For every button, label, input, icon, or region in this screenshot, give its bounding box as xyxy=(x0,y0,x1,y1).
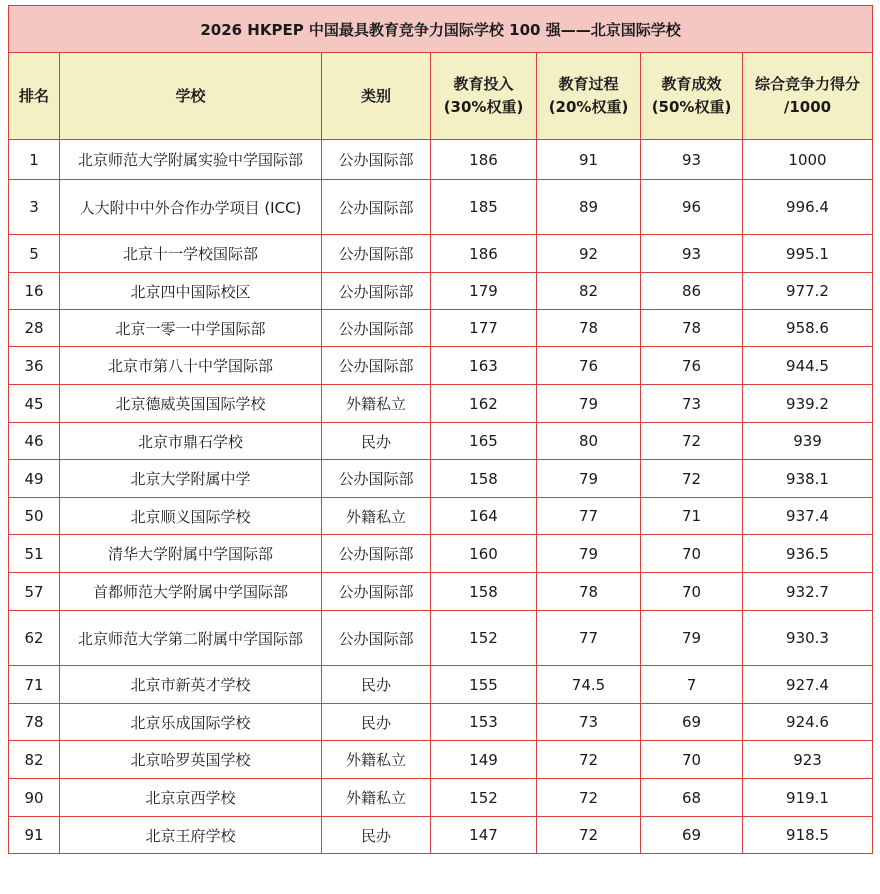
cell-process: 91 xyxy=(537,140,641,180)
table-row xyxy=(9,817,873,854)
cell-score: 919.1 xyxy=(743,779,873,817)
cell-rank: 57 xyxy=(9,573,60,611)
cell-investment: 149 xyxy=(431,741,537,779)
cell-rank: 5 xyxy=(9,235,60,273)
cell-category: 公办国际部 xyxy=(322,180,431,235)
cell-school: 北京哈罗英国学校 xyxy=(60,741,322,779)
table-body xyxy=(9,140,873,854)
cell-rank: 90 xyxy=(9,779,60,817)
table-title: 2026 HKPEP 中国最具教育竞争力国际学校 100 强——北京国际学校 xyxy=(9,6,873,53)
header-process xyxy=(537,53,641,140)
cell-investment: 162 xyxy=(431,385,537,423)
cell-investment: 186 xyxy=(431,140,537,180)
cell-category: 民办 xyxy=(322,666,431,704)
cell-process: 72 xyxy=(537,817,641,854)
cell-category: 民办 xyxy=(322,817,431,854)
header-process-label: 教育过程 xyxy=(558,75,619,93)
table-row xyxy=(9,273,873,310)
cell-school: 北京德威英国国际学校 xyxy=(60,385,322,423)
cell-process: 77 xyxy=(537,498,641,535)
table-row xyxy=(9,611,873,666)
cell-school: 首都师范大学附属中学国际部 xyxy=(60,573,322,611)
table-row xyxy=(9,498,873,535)
cell-score: 939.2 xyxy=(743,385,873,423)
cell-school: 北京一零一中学国际部 xyxy=(60,310,322,347)
header-score-scale: /1000 xyxy=(783,98,832,116)
cell-score: 927.4 xyxy=(743,666,873,704)
cell-process: 92 xyxy=(537,235,641,273)
cell-investment: 158 xyxy=(431,573,537,611)
header-investment xyxy=(431,53,537,140)
cell-score: 977.2 xyxy=(743,273,873,310)
cell-score: 939 xyxy=(743,423,873,460)
cell-score: 932.7 xyxy=(743,573,873,611)
ranking-table-container xyxy=(8,5,872,854)
cell-outcome: 79 xyxy=(641,611,743,666)
table-row xyxy=(9,140,873,180)
cell-category: 外籍私立 xyxy=(322,779,431,817)
cell-investment: 158 xyxy=(431,460,537,498)
cell-investment: 155 xyxy=(431,666,537,704)
cell-score: 944.5 xyxy=(743,347,873,385)
cell-investment: 163 xyxy=(431,347,537,385)
cell-rank: 82 xyxy=(9,741,60,779)
cell-score: 937.4 xyxy=(743,498,873,535)
cell-outcome: 7 xyxy=(641,666,743,704)
header-score xyxy=(743,53,873,140)
cell-category: 公办国际部 xyxy=(322,273,431,310)
cell-school: 清华大学附属中学国际部 xyxy=(60,535,322,573)
cell-process: 82 xyxy=(537,273,641,310)
cell-investment: 179 xyxy=(431,273,537,310)
cell-category: 公办国际部 xyxy=(322,235,431,273)
cell-outcome: 70 xyxy=(641,535,743,573)
cell-process: 72 xyxy=(537,741,641,779)
cell-category: 民办 xyxy=(322,423,431,460)
table-row xyxy=(9,535,873,573)
cell-score: 923 xyxy=(743,741,873,779)
cell-outcome: 71 xyxy=(641,498,743,535)
cell-category: 公办国际部 xyxy=(322,611,431,666)
cell-rank: 28 xyxy=(9,310,60,347)
header-score-label: 综合竞争力得分 xyxy=(755,75,861,93)
cell-investment: 160 xyxy=(431,535,537,573)
cell-school: 北京市第八十中学国际部 xyxy=(60,347,322,385)
cell-outcome: 72 xyxy=(641,460,743,498)
cell-investment: 152 xyxy=(431,611,537,666)
header-investment-label: 教育投入 xyxy=(453,75,514,93)
ranking-table xyxy=(8,5,873,854)
cell-school: 北京王府学校 xyxy=(60,817,322,854)
table-row xyxy=(9,779,873,817)
cell-school: 北京乐成国际学校 xyxy=(60,704,322,741)
cell-school: 人大附中中外合作办学项目 (ICC) xyxy=(60,180,322,235)
header-category: 类别 xyxy=(322,53,431,140)
cell-rank: 50 xyxy=(9,498,60,535)
header-rank: 排名 xyxy=(9,53,60,140)
table-row xyxy=(9,385,873,423)
cell-score: 958.6 xyxy=(743,310,873,347)
cell-outcome: 78 xyxy=(641,310,743,347)
cell-category: 公办国际部 xyxy=(322,140,431,180)
cell-process: 73 xyxy=(537,704,641,741)
cell-category: 外籍私立 xyxy=(322,385,431,423)
cell-school: 北京顺义国际学校 xyxy=(60,498,322,535)
cell-investment: 177 xyxy=(431,310,537,347)
table-row xyxy=(9,180,873,235)
table-row xyxy=(9,666,873,704)
cell-score: 938.1 xyxy=(743,460,873,498)
cell-rank: 45 xyxy=(9,385,60,423)
table-row xyxy=(9,310,873,347)
cell-score: 918.5 xyxy=(743,817,873,854)
cell-process: 89 xyxy=(537,180,641,235)
table-row xyxy=(9,235,873,273)
cell-outcome: 73 xyxy=(641,385,743,423)
cell-outcome: 68 xyxy=(641,779,743,817)
cell-school: 北京市鼎石学校 xyxy=(60,423,322,460)
table-row xyxy=(9,347,873,385)
cell-process: 79 xyxy=(537,535,641,573)
cell-investment: 152 xyxy=(431,779,537,817)
cell-process: 80 xyxy=(537,423,641,460)
cell-investment: 153 xyxy=(431,704,537,741)
cell-school: 北京市新英才学校 xyxy=(60,666,322,704)
cell-outcome: 96 xyxy=(641,180,743,235)
cell-rank: 71 xyxy=(9,666,60,704)
cell-school: 北京十一学校国际部 xyxy=(60,235,322,273)
cell-rank: 3 xyxy=(9,180,60,235)
cell-process: 79 xyxy=(537,385,641,423)
cell-process: 72 xyxy=(537,779,641,817)
cell-score: 996.4 xyxy=(743,180,873,235)
cell-rank: 1 xyxy=(9,140,60,180)
cell-category: 公办国际部 xyxy=(322,460,431,498)
cell-school: 北京师范大学第二附属中学国际部 xyxy=(60,611,322,666)
cell-rank: 91 xyxy=(9,817,60,854)
table-row xyxy=(9,573,873,611)
table-row xyxy=(9,423,873,460)
cell-score: 1000 xyxy=(743,140,873,180)
cell-investment: 185 xyxy=(431,180,537,235)
cell-score: 930.3 xyxy=(743,611,873,666)
cell-rank: 36 xyxy=(9,347,60,385)
cell-process: 74.5 xyxy=(537,666,641,704)
header-row xyxy=(9,53,873,140)
cell-rank: 62 xyxy=(9,611,60,666)
cell-category: 外籍私立 xyxy=(322,498,431,535)
cell-investment: 147 xyxy=(431,817,537,854)
cell-process: 78 xyxy=(537,310,641,347)
cell-score: 924.6 xyxy=(743,704,873,741)
cell-investment: 164 xyxy=(431,498,537,535)
cell-outcome: 93 xyxy=(641,140,743,180)
cell-outcome: 86 xyxy=(641,273,743,310)
cell-category: 公办国际部 xyxy=(322,310,431,347)
header-outcome xyxy=(641,53,743,140)
cell-score: 936.5 xyxy=(743,535,873,573)
cell-investment: 186 xyxy=(431,235,537,273)
cell-process: 77 xyxy=(537,611,641,666)
header-outcome-label: 教育成效 xyxy=(661,75,722,93)
header-investment-weight: (30%权重) xyxy=(443,98,524,116)
cell-outcome: 69 xyxy=(641,817,743,854)
cell-outcome: 69 xyxy=(641,704,743,741)
cell-category: 外籍私立 xyxy=(322,741,431,779)
cell-rank: 78 xyxy=(9,704,60,741)
title-row xyxy=(9,6,873,53)
header-outcome-weight: (50%权重) xyxy=(651,98,732,116)
cell-rank: 46 xyxy=(9,423,60,460)
cell-process: 79 xyxy=(537,460,641,498)
cell-category: 民办 xyxy=(322,704,431,741)
table-row xyxy=(9,460,873,498)
cell-school: 北京京西学校 xyxy=(60,779,322,817)
header-school: 学校 xyxy=(60,53,322,140)
cell-rank: 51 xyxy=(9,535,60,573)
cell-process: 76 xyxy=(537,347,641,385)
cell-school: 北京师范大学附属实验中学国际部 xyxy=(60,140,322,180)
cell-outcome: 70 xyxy=(641,741,743,779)
cell-category: 公办国际部 xyxy=(322,573,431,611)
cell-category: 公办国际部 xyxy=(322,535,431,573)
cell-school: 北京大学附属中学 xyxy=(60,460,322,498)
cell-outcome: 70 xyxy=(641,573,743,611)
cell-rank: 49 xyxy=(9,460,60,498)
cell-outcome: 72 xyxy=(641,423,743,460)
cell-category: 公办国际部 xyxy=(322,347,431,385)
cell-outcome: 93 xyxy=(641,235,743,273)
cell-outcome: 76 xyxy=(641,347,743,385)
header-process-weight: (20%权重) xyxy=(548,98,629,116)
table-row xyxy=(9,704,873,741)
cell-process: 78 xyxy=(537,573,641,611)
table-row xyxy=(9,741,873,779)
cell-investment: 165 xyxy=(431,423,537,460)
cell-rank: 16 xyxy=(9,273,60,310)
cell-score: 995.1 xyxy=(743,235,873,273)
cell-school: 北京四中国际校区 xyxy=(60,273,322,310)
